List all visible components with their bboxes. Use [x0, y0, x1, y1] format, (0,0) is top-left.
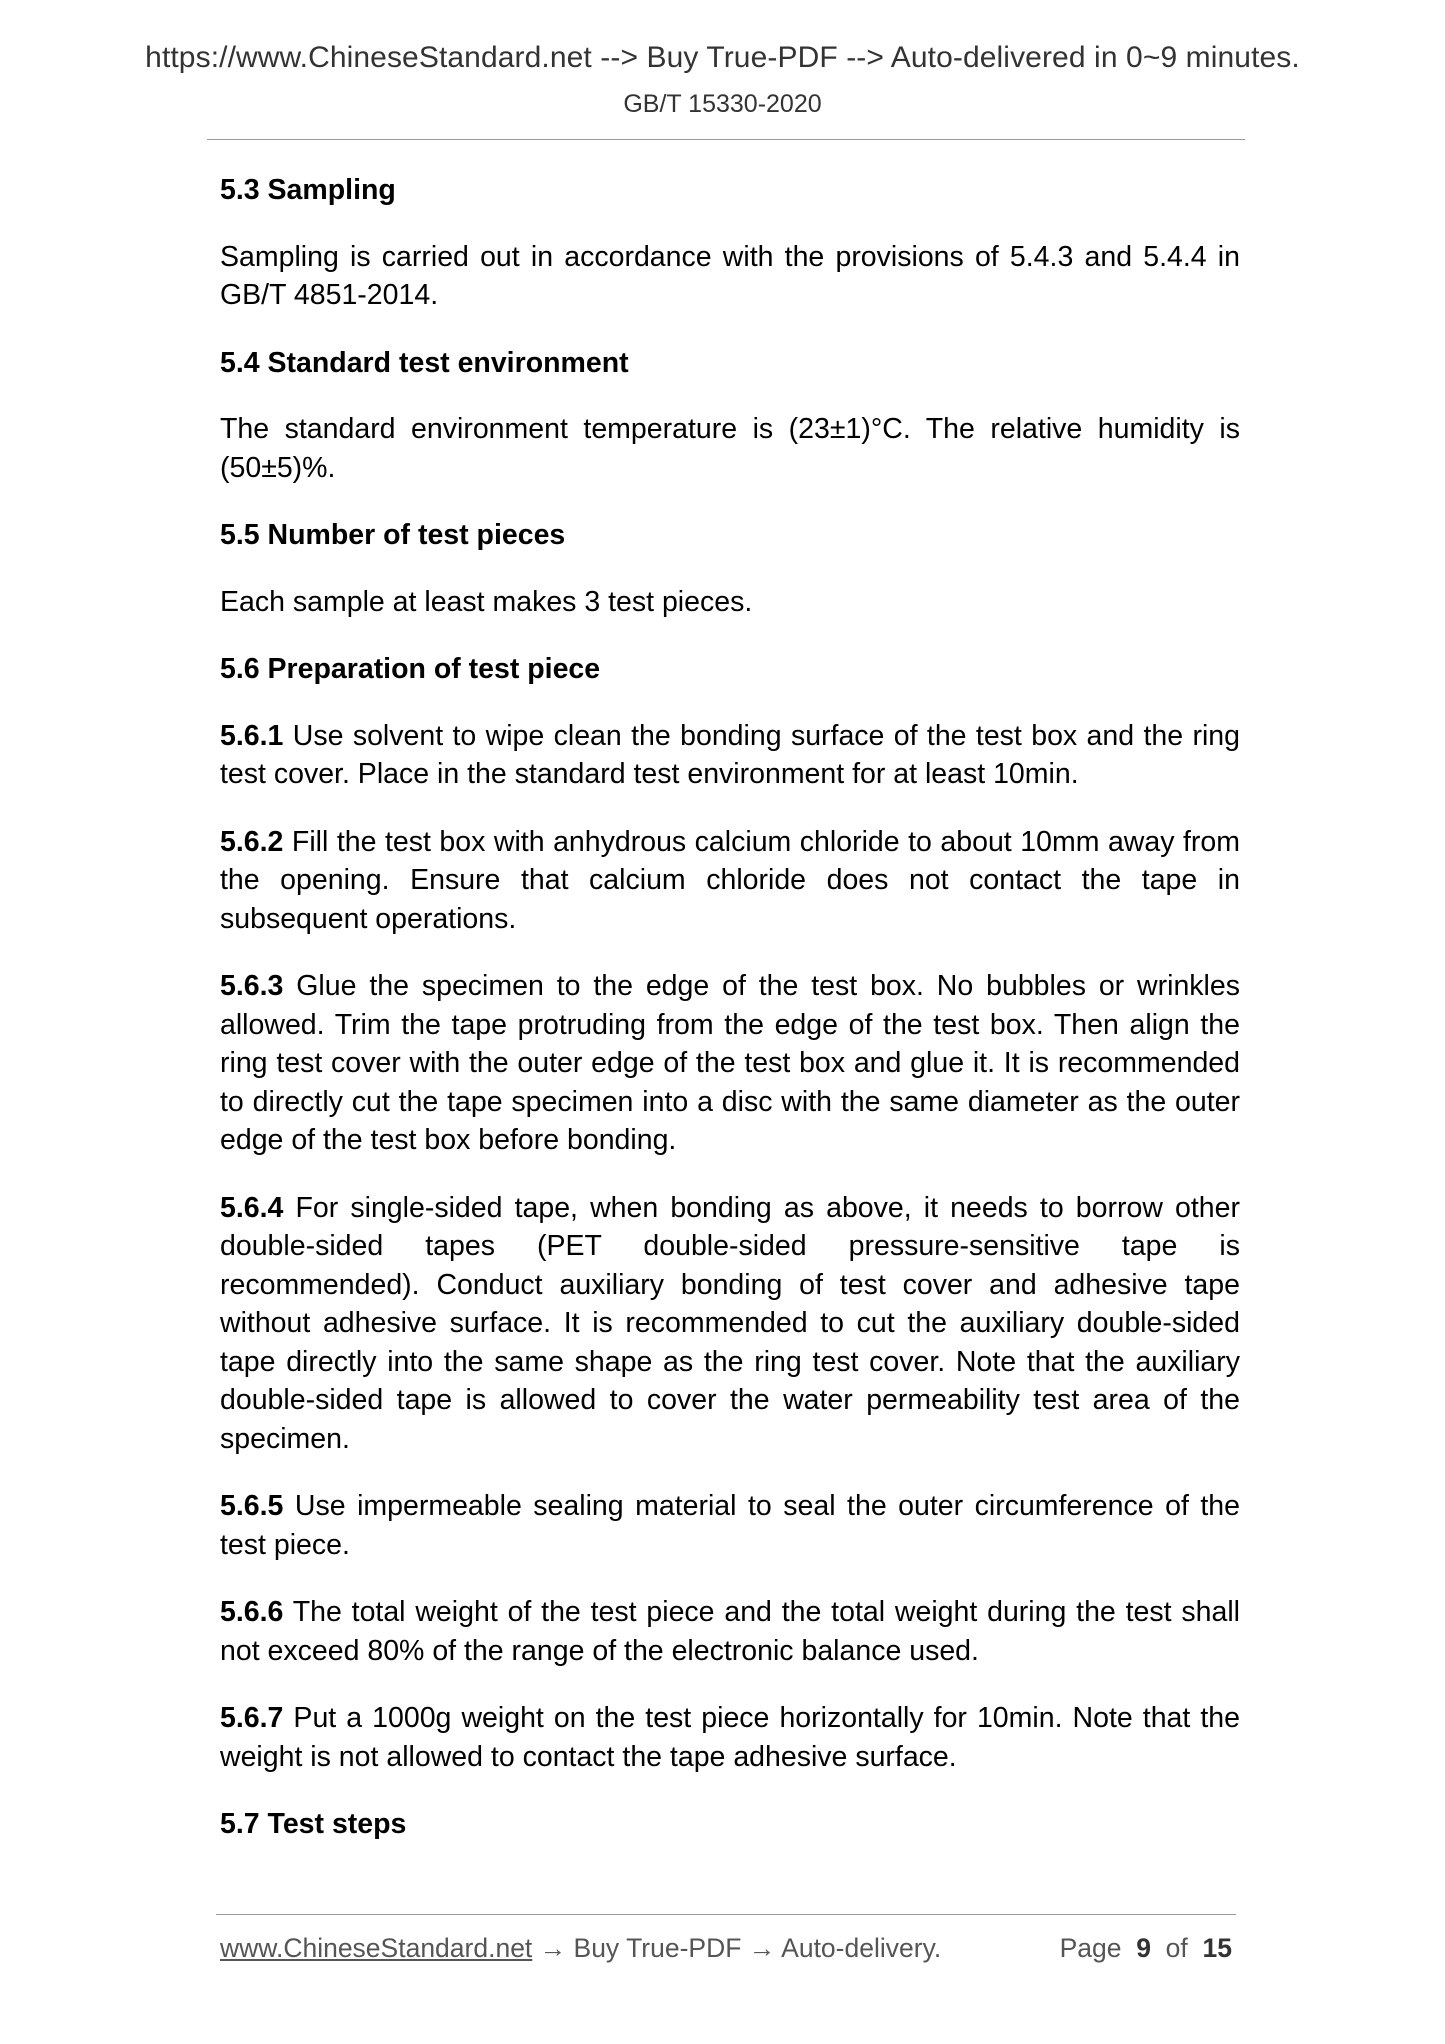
clause-text: Use solvent to wipe clean the bonding surface of the test box and the ring test cover. Place in the standard test environment for at least 10min. — [220, 719, 1240, 790]
section-heading-5-4: 5.4 Standard test environment — [220, 346, 629, 379]
clause-text: Put a 1000g weight on the test piece horizontally for 10min. Note that the weight is not allowed to contact the tape adhesive surface. — [220, 1702, 1240, 1773]
section-heading-5-6: 5.6 Preparation of test piece — [220, 653, 601, 685]
page-total: 15 — [1202, 1933, 1232, 1963]
clause-5-6-3 — [220, 967, 1240, 1160]
clause-5-6-4 — [220, 1189, 1240, 1459]
clause-5-6-6 — [220, 1593, 1240, 1670]
section-heading-5-7: 5.7 Test steps — [220, 1808, 407, 1840]
clause-number: 5.6.1 — [220, 719, 284, 752]
clause-5-6-7 — [220, 1699, 1240, 1776]
clause-5-6-2 — [220, 823, 1240, 939]
clause-number: 5.6.7 — [220, 1702, 284, 1734]
clause-number: 5.6.3 — [220, 970, 284, 1002]
clause-5-6-5 — [220, 1487, 1240, 1564]
section-text-5-3: Sampling is carried out in accordance with the provisions of 5.4.3 and 5.4.4 in GB/T 4851-2014. — [220, 240, 1240, 311]
clause-text: Fill the test box with anhydrous calcium chloride to about 10mm away from the opening. Ensure that calcium chloride does not contact the tape in subsequent operations. — [220, 825, 1240, 935]
page-content — [220, 171, 1240, 1872]
top-banner: https://www.ChineseStandard.net --> Buy True-PDF --> Auto-delivered in 0~9 minutes. — [145, 41, 1300, 74]
document-code: GB/T 15330-2020 — [623, 90, 822, 118]
clause-text: The total weight of the test piece and the total weight during the test shall not exceed 80% of the range of the electronic balance used. — [220, 1596, 1240, 1667]
header-divider — [207, 139, 1245, 140]
clause-number: 5.6.2 — [220, 825, 284, 858]
clause-5-6-1 — [220, 717, 1240, 794]
section-text-5-5: Each sample at least makes 3 test pieces. — [220, 585, 753, 618]
page-of: of — [1165, 1933, 1188, 1963]
footer-tagline: → Buy True-PDF → Auto-delivery. — [532, 1933, 942, 1963]
clause-number: 5.6.6 — [220, 1596, 284, 1628]
page-number — [1060, 1933, 1232, 1964]
clause-text: Use impermeable sealing material to seal the outer circumference of the test piece. — [220, 1490, 1240, 1561]
clause-number: 5.6.4 — [220, 1191, 284, 1224]
page-footer — [220, 1933, 1232, 1964]
clause-text: For single-sided tape, when bonding as above, it needs to borrow other double-sided tapes (PET double-sided pressure-sensitive tape is recommended). Conduct auxiliary bonding of test cover and adhesive tape without adhesive surface. It is recommended to cut the auxiliary double-sided tape directly into the same shape as the ring test cover. Note that the auxiliary double-sided tape is allowed to cover the water permeability test area of the specimen. — [220, 1191, 1240, 1455]
clause-number: 5.6.5 — [220, 1490, 284, 1522]
clause-text: Glue the specimen to the edge of the test box. No bubbles or wrinkles allowed. Trim the tape protruding from the edge of the test box. Then align the ring test cover with the outer edge of the test box and glue it. It is recommended to directly cut the tape specimen into a disc with the same diameter as the outer edge of the test box before bonding. — [220, 970, 1240, 1156]
page-label: Page — [1059, 1933, 1122, 1963]
section-text-5-4: The standard environment temperature is (23±1)°C. The relative humidity is (50±5)%. — [220, 413, 1240, 484]
section-heading-5-3: 5.3 Sampling — [220, 174, 396, 206]
section-heading-5-5: 5.5 Number of test pieces — [220, 519, 566, 551]
footer-divider — [216, 1914, 1236, 1915]
page-current: 9 — [1136, 1933, 1151, 1963]
footer-site-link[interactable]: www.ChineseStandard.net — [220, 1933, 533, 1963]
